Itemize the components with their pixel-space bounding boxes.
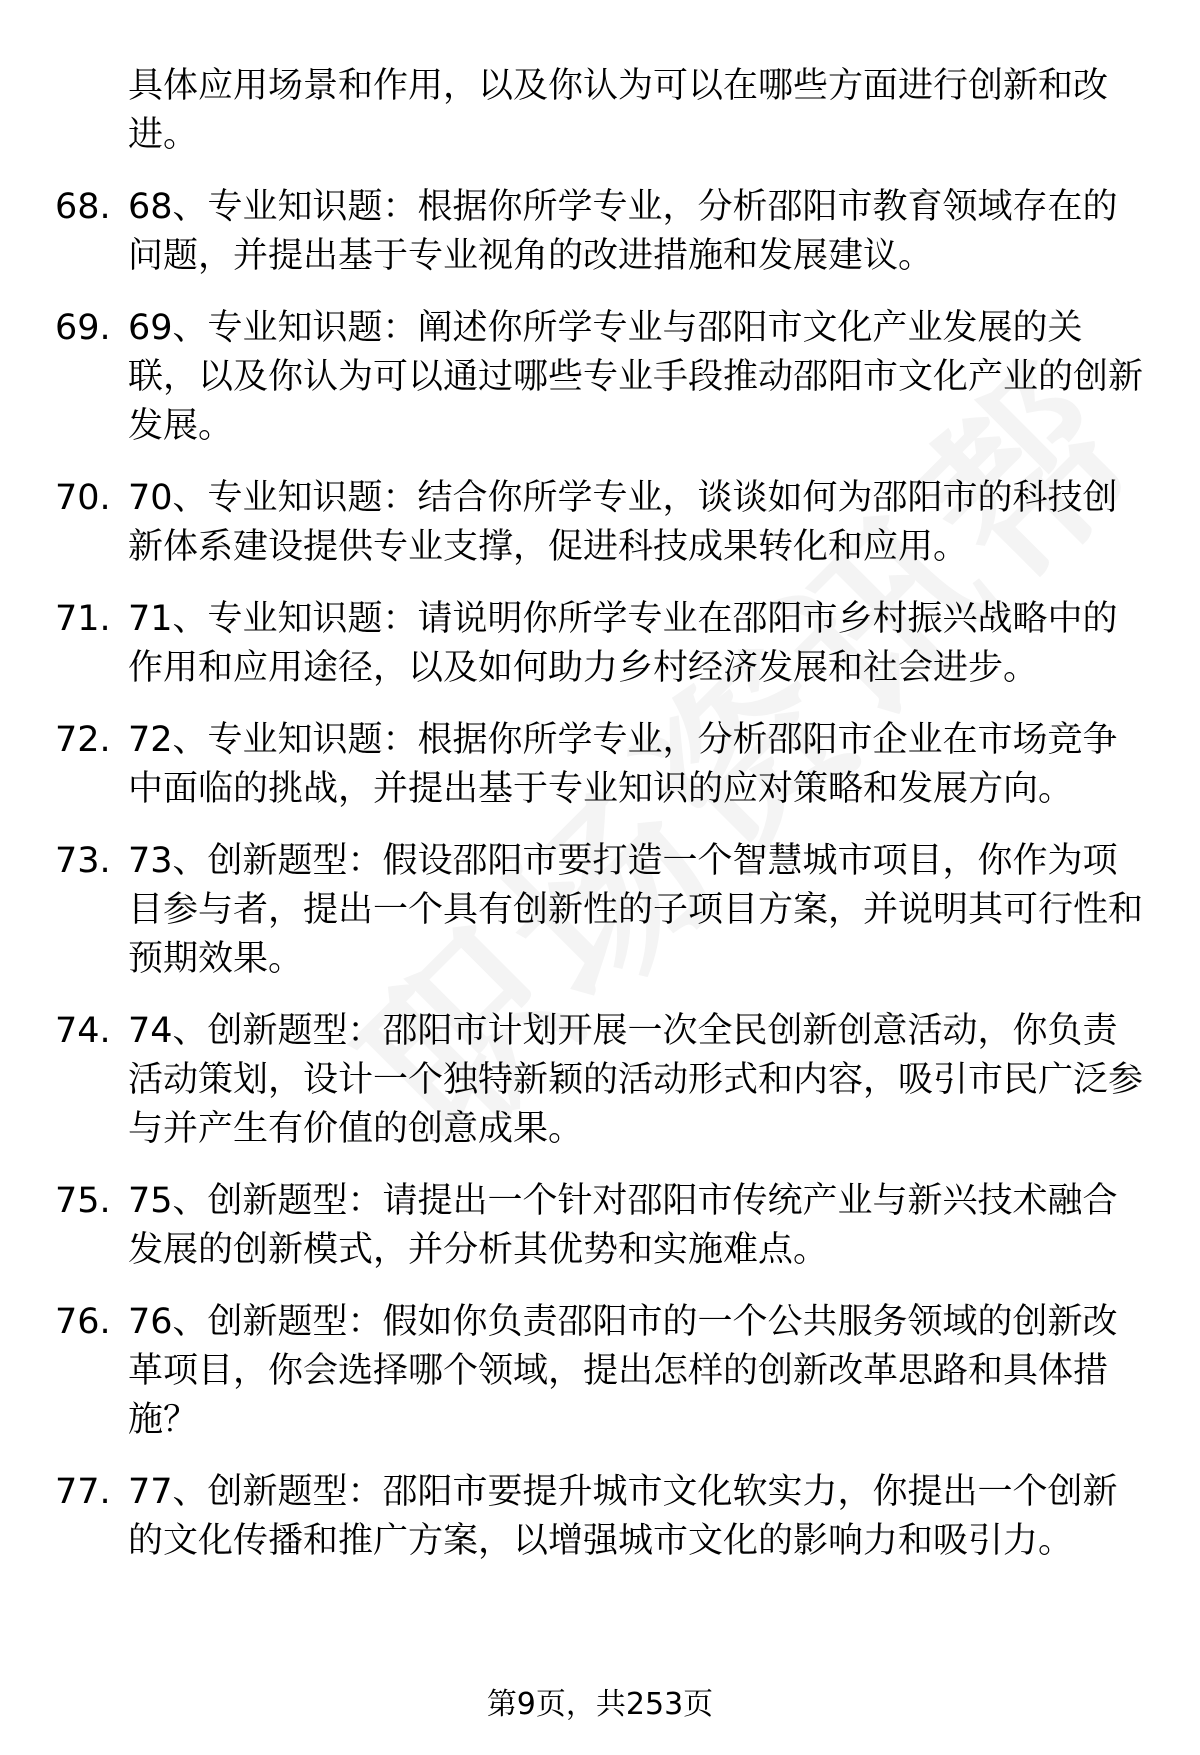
item-text: 72、专业知识题：根据你所学专业，分析邵阳市企业在市场竞争中面临的挑战，并提出基于专业知识的应对策略和发展方向。 — [128, 720, 1118, 809]
list-item — [55, 183, 1145, 281]
item-number: 74. — [55, 1011, 111, 1051]
item-text: 73、创新题型：假设邵阳市要打造一个智慧城市项目，你作为项目参与者，提出一个具有创新性的子项目方案，并说明其可行性和预期效果。 — [128, 841, 1144, 979]
item-number: 76. — [55, 1302, 111, 1342]
item-number: 70. — [55, 478, 111, 518]
item-number: 77. — [55, 1472, 111, 1512]
item-text: 77、创新题型：邵阳市要提升城市文化软实力，你提出一个创新的文化传播和推广方案，以增强城市文化的影响力和吸引力。 — [128, 1472, 1118, 1561]
list-item — [55, 595, 1145, 693]
item-number: 68. — [55, 187, 111, 227]
item-number: 72. — [55, 720, 111, 760]
list-item — [55, 716, 1145, 814]
item-number: 73. — [55, 841, 111, 881]
item-text: 74、创新题型：邵阳市计划开展一次全民创新创意活动，你负责活动策划，设计一个独特新颖的活动形式和内容，吸引市民广泛参与并产生有价值的创意成果。 — [128, 1011, 1144, 1149]
item-number: 71. — [55, 599, 111, 639]
item-text: 70、专业知识题：结合你所学专业，谈谈如何为邵阳市的科技创新体系建设提供专业支撑，促进科技成果转化和应用。 — [128, 478, 1118, 567]
item-text: 69、专业知识题：阐述你所学专业与邵阳市文化产业发展的关联，以及你认为可以通过哪些专业手段推动邵阳市文化产业的创新发展。 — [128, 308, 1144, 446]
item-text: 76、创新题型：假如你负责邵阳市的一个公共服务领域的创新改革项目，你会选择哪个领域，提出怎样的创新改革思路和具体措施？ — [128, 1302, 1118, 1440]
list-item — [55, 1007, 1145, 1154]
continued-paragraph: 具体应用场景和作用，以及你认为可以在哪些方面进行创新和改进。 — [128, 66, 1109, 155]
list-item — [55, 1468, 1145, 1566]
list-item — [55, 1177, 1145, 1275]
question-list — [55, 62, 1145, 1589]
list-item — [55, 1298, 1145, 1445]
list-item — [55, 304, 1145, 451]
page-number-footer: 第9页，共253页 — [486, 1687, 714, 1722]
list-item — [55, 474, 1145, 572]
item-text: 75、创新题型：请提出一个针对邵阳市传统产业与新兴技术融合发展的创新模式，并分析其优势和实施难点。 — [128, 1181, 1118, 1270]
item-text: 71、专业知识题：请说明你所学专业在邵阳市乡村振兴战略中的作用和应用途径，以及如何助力乡村经济发展和社会进步。 — [128, 599, 1118, 688]
item-number: 69. — [55, 308, 111, 348]
list-item — [55, 837, 1145, 984]
item-number: 75. — [55, 1181, 111, 1221]
item-text: 68、专业知识题：根据你所学专业，分析邵阳市教育领域存在的问题，并提出基于专业视角的改进措施和发展建议。 — [128, 187, 1118, 276]
